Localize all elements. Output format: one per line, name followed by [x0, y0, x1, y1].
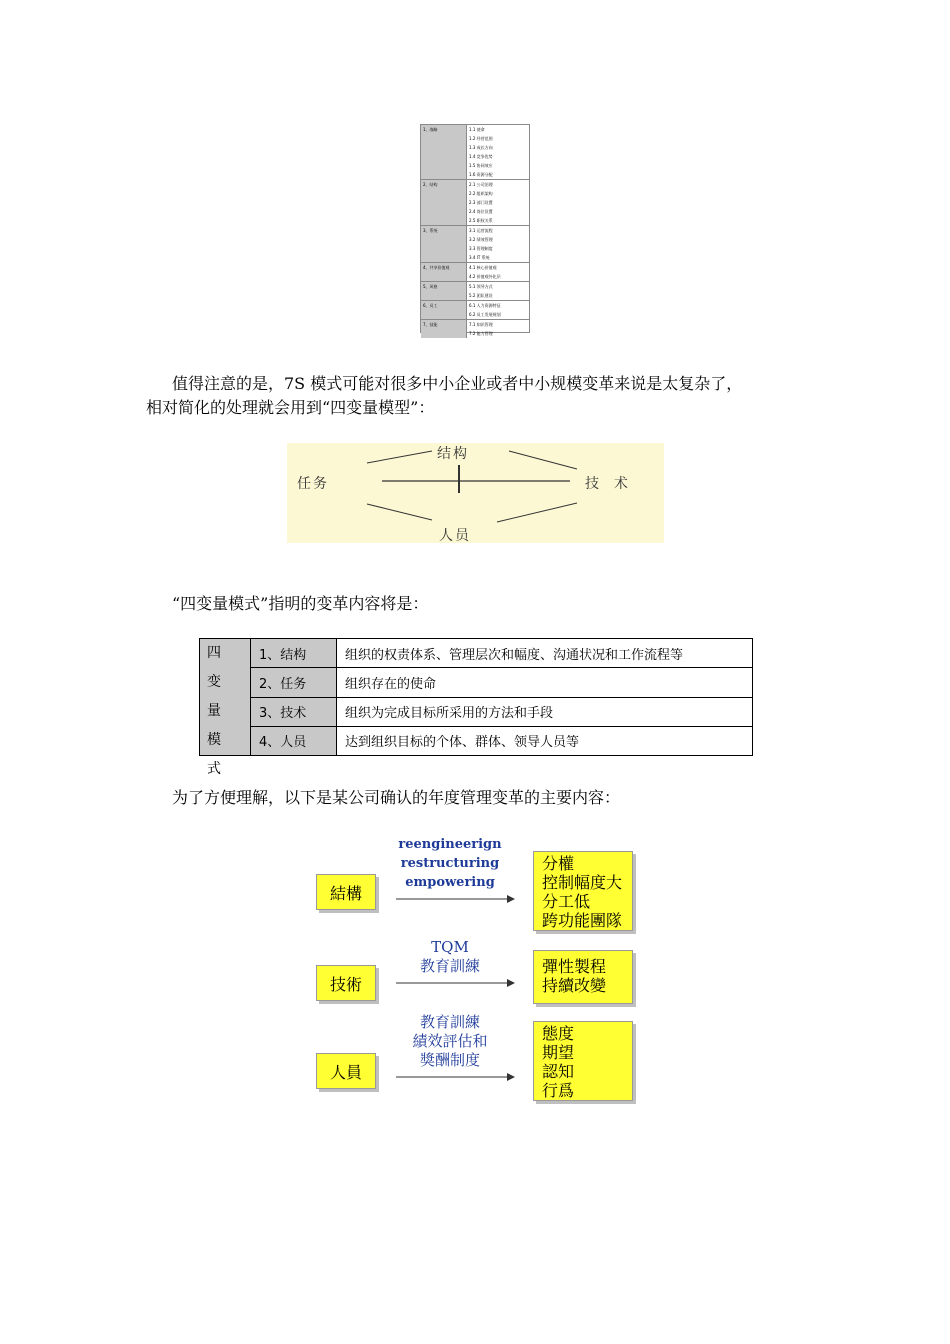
method-text: empowering — [405, 875, 495, 890]
method-text: reengineerign — [398, 837, 502, 852]
seven-s-item: 4.2 价值观外化层 — [469, 274, 501, 279]
seven-s-item: 6.1 人力资源特征 — [469, 303, 501, 308]
seven-s-item: 2.2 组织架构 — [469, 191, 493, 196]
seven-s-item: 1.4 竞争优势 — [469, 154, 493, 159]
seven-s-item: 3.4 IT 系统 — [469, 255, 490, 260]
four-var-table-header: 四变量模式 — [200, 639, 251, 755]
seven-s-item: 1.5 协同效应 — [469, 163, 493, 168]
result-text: 認知 — [542, 1062, 575, 1081]
four-var-number: 4、人员 — [251, 727, 337, 755]
seven-s-item: 7.2 能力管理 — [469, 331, 493, 336]
method-text: 獎酬制度 — [419, 1051, 480, 1069]
result-text: 跨功能團隊 — [542, 911, 623, 930]
paragraph-7s-note-cont: 相对简化的处理就会用到“四变量模型”： — [146, 398, 435, 417]
change-technology-results — [533, 950, 633, 1004]
change-structure-box: 結構 — [316, 874, 376, 910]
four-var-bottom-label: 人员 — [439, 528, 471, 544]
four-var-description: 组织存在的使命 — [345, 676, 437, 692]
change-people-box: 人員 — [316, 1053, 376, 1089]
seven-s-item: 1.1 使命 — [469, 127, 485, 132]
change-structure-results — [533, 851, 633, 931]
method-text: 績效評估和 — [412, 1032, 488, 1050]
method-text: 教育訓練 — [419, 1013, 480, 1031]
result-text: 行爲 — [542, 1081, 575, 1100]
seven-s-item: 5.1 领导方式 — [469, 284, 493, 289]
change-technology-box: 技術 — [316, 965, 376, 1001]
change-structure-methods — [380, 835, 520, 892]
result-text: 控制幅度大 — [542, 873, 623, 892]
seven-s-category: 3、系统 — [421, 226, 467, 262]
seven-s-item: 1.6 资源分配 — [469, 172, 493, 177]
seven-s-item: 1.2 经营范围 — [469, 136, 493, 141]
result-text: 態度 — [542, 1024, 575, 1043]
method-text: restructuring — [400, 856, 500, 871]
method-text: 教育訓練 — [419, 957, 480, 975]
four-var-number: 3、技术 — [251, 698, 337, 726]
result-text: 分工低 — [542, 892, 591, 911]
seven-s-item: 2.1 公司治理 — [469, 182, 493, 187]
result-text: 分權 — [542, 854, 575, 873]
four-var-description: 组织为完成目标所采用的方法和手段 — [345, 706, 554, 722]
seven-s-category: 6、员工 — [421, 301, 467, 319]
seven-s-item: 2.4 岗位设置 — [469, 209, 493, 214]
seven-s-item: 2.5 职权关系 — [469, 218, 493, 223]
change-people-methods — [380, 1013, 520, 1070]
four-var-left-label: 任务 — [297, 476, 329, 492]
four-var-top-label: 结构 — [437, 446, 469, 462]
four-var-number: 1、结构 — [251, 639, 337, 667]
seven-s-category: 4、共享价值观 — [421, 263, 467, 281]
seven-s-item: 3.2 绩效管理 — [469, 237, 493, 242]
change-technology-methods — [380, 938, 520, 976]
seven-s-item: 3.3 管理制度 — [469, 246, 493, 251]
seven-s-item: 4.1 核心价值观 — [469, 265, 497, 270]
seven-s-category: 2、结构 — [421, 180, 467, 225]
method-text: TQM — [431, 938, 469, 956]
seven-s-item: 5.2 团队建设 — [469, 293, 493, 298]
seven-s-item: 7.1 知识管理 — [469, 322, 493, 327]
four-var-description: 达到组织目标的个体、群体、领导人员等 — [345, 735, 580, 751]
seven-s-item: 1.3 成长方向 — [469, 145, 493, 150]
result-text: 期望 — [542, 1043, 575, 1062]
seven-s-category: 5、风格 — [421, 282, 467, 300]
seven-s-item: 6.2 员工发展规划 — [469, 312, 501, 317]
paragraph-7s-note: 值得注意的是，7S 模式可能对很多中小企业或者中小规模变革来说是太复杂了， — [172, 374, 743, 393]
result-text: 持續改變 — [542, 976, 607, 995]
result-text: 彈性製程 — [542, 957, 607, 976]
four-var-description: 组织的权责体系、管理层次和幅度、沟通状况和工作流程等 — [345, 647, 684, 663]
seven-s-category: 7、技能 — [421, 320, 467, 338]
four-var-number: 2、任务 — [251, 668, 337, 696]
paragraph-change-intro: 为了方便理解，以下是某公司确认的年度管理变革的主要内容： — [172, 788, 621, 807]
seven-s-category: 1、战略 — [421, 125, 467, 179]
seven-s-item: 3.1 运营流程 — [469, 228, 493, 233]
change-people-results — [533, 1021, 633, 1101]
seven-s-item: 2.3 部门设置 — [469, 200, 493, 205]
paragraph-four-var-intro: “四变量模式”指明的变革内容将是： — [172, 594, 429, 613]
four-var-right-label: 技 术 — [585, 476, 630, 492]
